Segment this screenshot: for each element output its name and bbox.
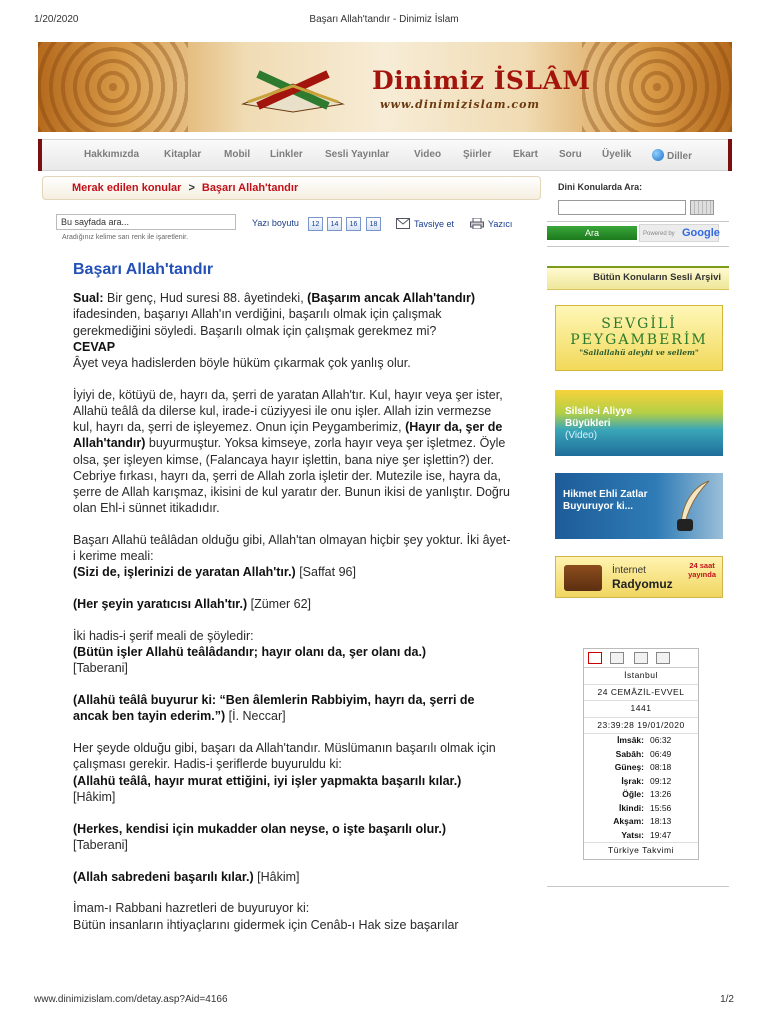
prayer-label: İmsâk: xyxy=(617,735,644,745)
silsile-video-label: (Video) xyxy=(565,430,598,441)
radio-line-1: İnternet xyxy=(612,565,646,576)
sevgili-peygamberim-banner[interactable] xyxy=(555,305,723,371)
calendar-city: İstanbul xyxy=(584,668,698,685)
silsile-text xyxy=(565,406,632,442)
article-title: Başarı Allah'tandır xyxy=(73,261,214,278)
prayer-row-imsak xyxy=(584,734,698,748)
print-title: Başarı Allah'tandır - Dinimiz İslam xyxy=(309,14,459,25)
google-logo xyxy=(682,227,720,239)
calendar-icons xyxy=(584,649,698,668)
prayer-times-calendar xyxy=(583,648,699,860)
nav-item-siirler[interactable]: Şiirler xyxy=(463,149,492,160)
paragraph-6 xyxy=(73,900,513,932)
nav-item-soru[interactable]: Soru xyxy=(559,149,582,160)
site-logo-text: Dinimiz İSLÂM xyxy=(372,66,591,95)
question-text-1: Bir genç, Hud suresi 88. âyetindeki, xyxy=(107,291,304,306)
hadith-3: (Allahü teâlâ, hayır murat ettiğini, iyi işler yapmakta başarılı kılar.) xyxy=(73,773,462,788)
site-search-button[interactable]: Ara xyxy=(547,226,637,240)
nav-item-hakkimizda[interactable]: Hakkımızda xyxy=(84,149,140,160)
page-search-input[interactable]: Bu sayfada ara... xyxy=(56,214,236,230)
page-search-hint: Aradığınız kelime sarı renk ile işaretlenir. xyxy=(62,234,189,241)
paragraph-7-text: Bütün insanların ihtiyaçlarını gidermek için Cenâb-ı Hak size başarılar xyxy=(73,917,459,932)
prayer-label: Yatsı: xyxy=(621,829,644,840)
recommend-label: Tavsiye et xyxy=(414,219,455,229)
prayer-label: Öğle: xyxy=(622,789,644,799)
nav-item-mobil[interactable]: Mobil xyxy=(224,149,251,160)
site-banner[interactable] xyxy=(38,42,732,132)
keyboard-icon[interactable] xyxy=(690,200,714,215)
hadith-2-source: [İ. Neccar] xyxy=(228,709,286,724)
prayer-time: 18:13 xyxy=(650,816,672,826)
hadith-4: (Herkes, kendisi için mukadder olan neyse, o işte başarılı olur.) xyxy=(73,821,447,836)
prayer-row-aksam xyxy=(584,815,698,829)
print-label: Yazıcı xyxy=(488,219,513,229)
ayet-2-paragraph xyxy=(73,596,513,612)
print-date: 1/20/2020 xyxy=(34,14,79,25)
radio-24h: 24 saat xyxy=(689,561,715,570)
paragraph-2 xyxy=(73,387,513,517)
prayer-time: 08:18 xyxy=(650,762,672,772)
silsile-line-1: Silsile-i Aliyye xyxy=(565,406,632,417)
print-page-number: 1/2 xyxy=(720,994,734,1005)
calendar-hijri-year: 1441 xyxy=(584,701,698,718)
internet-radio-banner[interactable] xyxy=(555,556,723,598)
nav-item-kitaplar[interactable]: Kitaplar xyxy=(164,149,202,160)
hadith-1: (Bütün işler Allahü teâlâdandır; hayır olanı da, şer olanı da.) xyxy=(73,645,427,660)
print-url: www.dinimizislam.com/detay.asp?Aid=4166 xyxy=(34,994,228,1005)
hadith-5-paragraph xyxy=(73,869,513,885)
globe-icon xyxy=(652,149,664,161)
paragraph-2c: buyurmuştur. Yoksa kimseye, zorla hayır veya şer işletmez. Öyle olsa, şer işleyen kimse, (Falancaya hayır işlettin, bana niye şer işlettin?) der. Cebriye fırkası, hayrı da, şerri de Allah zorla işletir der. Mutezile ise, hayra da, şerre de Allah karışmaz, ikisini de kul yaratır der. Bunun ikisi de yanlıştır. Doğru olan Ehl-i sünnet itikadıdır. xyxy=(73,436,510,516)
ornament-left xyxy=(38,42,188,132)
nav-item-diller[interactable] xyxy=(652,149,692,162)
powered-by-label: Powered by xyxy=(643,231,675,237)
nav-item-linkler[interactable]: Linkler xyxy=(270,149,303,160)
paragraph-2a: İyiyi de, kötüyü de, hayrı da, şerri de yaratan Allah'tır. Kul, hayır veya şer ister, Allahü teâlâ da dilerse kul, irade-i cüziyyesi ile onu işler. Allah izin vermezse kul, hayrı da, şerri de işleyemez. Onun için Peygamberimiz, xyxy=(73,387,503,435)
silsile-banner[interactable] xyxy=(555,390,723,456)
question-quote: (Başarım ancak Allah'tandır) xyxy=(307,291,476,306)
ornament-right xyxy=(582,42,732,132)
nav-item-uyelik[interactable]: Üyelik xyxy=(602,149,632,160)
envelope-icon xyxy=(396,218,410,229)
nav-endcap-right xyxy=(728,139,732,171)
prayer-label: Sabâh: xyxy=(615,748,644,759)
nav-item-sesli-yayinlar[interactable]: Sesli Yayınlar xyxy=(325,149,390,160)
ayet-1: (Sizi de, işlerinizi de yaratan Allah'tır.) xyxy=(73,565,296,580)
hadith-5-source: [Hâkim] xyxy=(257,869,300,884)
prayer-row-sabah xyxy=(584,748,698,762)
question-text-2: ifadesinden, başarıyı Allah'ın verdiğini, başarılı olmak için çalışmak gerekmediğini söyledi. Başarılı olmak için çalışmak gerekmez mi? xyxy=(73,307,442,338)
prayer-row-israk xyxy=(584,775,698,789)
printer-icon xyxy=(470,218,484,229)
site-search-label: Dini Konularda Ara: xyxy=(558,182,643,192)
radio-24h-badge xyxy=(688,561,716,579)
site-search-input[interactable] xyxy=(558,200,686,215)
sevgili-line-1: SEVGİLİ xyxy=(601,316,677,332)
divider xyxy=(547,886,729,887)
prayer-label: Güneş: xyxy=(614,762,644,772)
open-book-icon xyxy=(238,64,348,114)
hadith-5: (Allah sabredeni başarılı kılar.) xyxy=(73,869,254,884)
calendar-icon[interactable] xyxy=(588,652,602,664)
recommend-button[interactable] xyxy=(396,218,454,229)
breadcrumb-parent-link[interactable]: Merak edilen konular xyxy=(72,182,182,194)
paragraph-3 xyxy=(73,532,513,581)
hadith-1-source: [Taberani] xyxy=(73,661,128,676)
silsile-line-2: Büyükleri xyxy=(565,418,611,429)
audio-archive-link[interactable]: Bütün Konuların Sesli Arşivi xyxy=(547,266,729,290)
nav-item-video[interactable]: Video xyxy=(414,149,442,160)
paragraph-6-text: İmam-ı Rabbani hazretleri de buyuruyor ki: xyxy=(73,901,310,916)
hikmet-banner[interactable] xyxy=(555,473,723,539)
font-size-18-button[interactable]: 18 xyxy=(366,217,381,231)
article-tools xyxy=(56,208,540,248)
prayer-time: 19:47 xyxy=(650,829,672,840)
question-label: Sual: xyxy=(73,291,104,306)
calendar-footer[interactable]: Türkiye Takvimi xyxy=(584,842,698,859)
radio-line-2: Radyomuz xyxy=(612,577,673,591)
hikmet-line-2: Buyuruyor ki... xyxy=(563,501,634,512)
article-body xyxy=(73,262,513,948)
ayet-2-source: [Zümer 62] xyxy=(250,597,312,612)
hikmet-line-1: Hikmet Ehli Zatlar xyxy=(563,489,648,500)
hadith-3-source: [Hâkim] xyxy=(73,789,116,804)
paragraph-3-text: Başarı Allahü teâlâdan olduğu gibi, Allah'tan olmayan hiçbir şey yoktur. İki âyet-i kerime meali: xyxy=(73,533,511,564)
main-nav xyxy=(38,139,732,171)
answer-text: Âyet veya hadislerden böyle hüküm çıkarmak çok yanlış olur. xyxy=(73,356,411,371)
paragraph-5 xyxy=(73,740,513,805)
font-size-12-button[interactable]: 12 xyxy=(308,217,323,231)
paragraph-4-text: İki hadis-i şerif meali de şöyledir: xyxy=(73,629,254,644)
prayer-time: 06:49 xyxy=(650,748,672,759)
quill-icon xyxy=(673,479,713,533)
hadith-4-source: [Taberani] xyxy=(73,837,128,852)
prayer-row-yatsi xyxy=(584,829,698,843)
prayer-time: 15:56 xyxy=(650,802,672,813)
hadith-2: (Allahü teâlâ buyurur ki: “Ben âlemlerin Rabbiyim, hayrı da, şerri de ancak ben tayin ederim.”) xyxy=(73,693,475,724)
ayet-1-source: [Saffat 96] xyxy=(299,565,356,580)
mail-open-icon[interactable] xyxy=(656,652,670,664)
prayer-row-gunes xyxy=(584,761,698,775)
prayer-label: İkindi: xyxy=(618,802,644,813)
calendar-hijri-date: 24 CEMÂZİL-EVVEL xyxy=(584,685,698,702)
font-size-14-button[interactable]: 14 xyxy=(327,217,342,231)
hadith-2-paragraph xyxy=(73,692,513,724)
sevgili-line-3: "Sallallahü aleyhi ve sellem" xyxy=(579,348,699,357)
prayer-label: İşrak: xyxy=(621,775,644,786)
nav-item-ekart[interactable]: Ekart xyxy=(513,149,539,160)
paragraph-2-quote: (Hayır da, şer de Allah'tandır) xyxy=(73,420,503,451)
calendar-datetime: 23:39:28 19/01/2020 xyxy=(584,718,698,735)
nav-endcap-left xyxy=(38,139,42,171)
hadith-4-paragraph xyxy=(73,821,513,853)
mail-icon[interactable] xyxy=(634,652,648,664)
radio-on-air: yayında xyxy=(688,570,716,579)
prayer-label: Akşam: xyxy=(613,816,644,826)
font-size-label: Yazı boyutu xyxy=(252,218,299,228)
hikmet-text xyxy=(563,489,647,513)
font-size-16-button[interactable]: 16 xyxy=(346,217,361,231)
prayer-time: 06:32 xyxy=(650,735,672,745)
divider xyxy=(547,246,729,247)
ayet-2: (Her şeyin yaratıcısı Allah'tır.) xyxy=(73,597,248,612)
powered-by-google xyxy=(639,224,719,242)
prayer-row-ikindi xyxy=(584,802,698,816)
nav-item-diller-label: Diller xyxy=(667,151,693,162)
prayer-time: 13:26 xyxy=(650,789,672,799)
divider xyxy=(547,221,729,222)
prayer-row-ogle xyxy=(584,788,698,802)
site-logo-url: www.dinimizislam.com xyxy=(380,98,541,111)
question-paragraph xyxy=(73,290,513,371)
paragraph-4 xyxy=(73,628,513,677)
radio-icon xyxy=(564,565,602,591)
print-button[interactable] xyxy=(470,218,512,229)
answer-label: CEVAP xyxy=(73,339,116,354)
breadcrumb xyxy=(42,176,541,200)
paragraph-5-text: Her şeyde olduğu gibi, başarı da Allah'tandır. Müslümanın başarılı olmak için çalışması gerekir. Hadis-i şeriflerde buyuruldu ki: xyxy=(73,741,496,772)
google-logo-text: Google xyxy=(682,227,720,239)
clock-icon[interactable] xyxy=(610,652,624,664)
breadcrumb-separator: > xyxy=(188,182,195,194)
breadcrumb-current: Başarı Allah'tandır xyxy=(201,182,299,194)
prayer-time: 09:12 xyxy=(650,775,672,786)
sevgili-line-2: PEYGAMBERİM xyxy=(570,332,708,348)
